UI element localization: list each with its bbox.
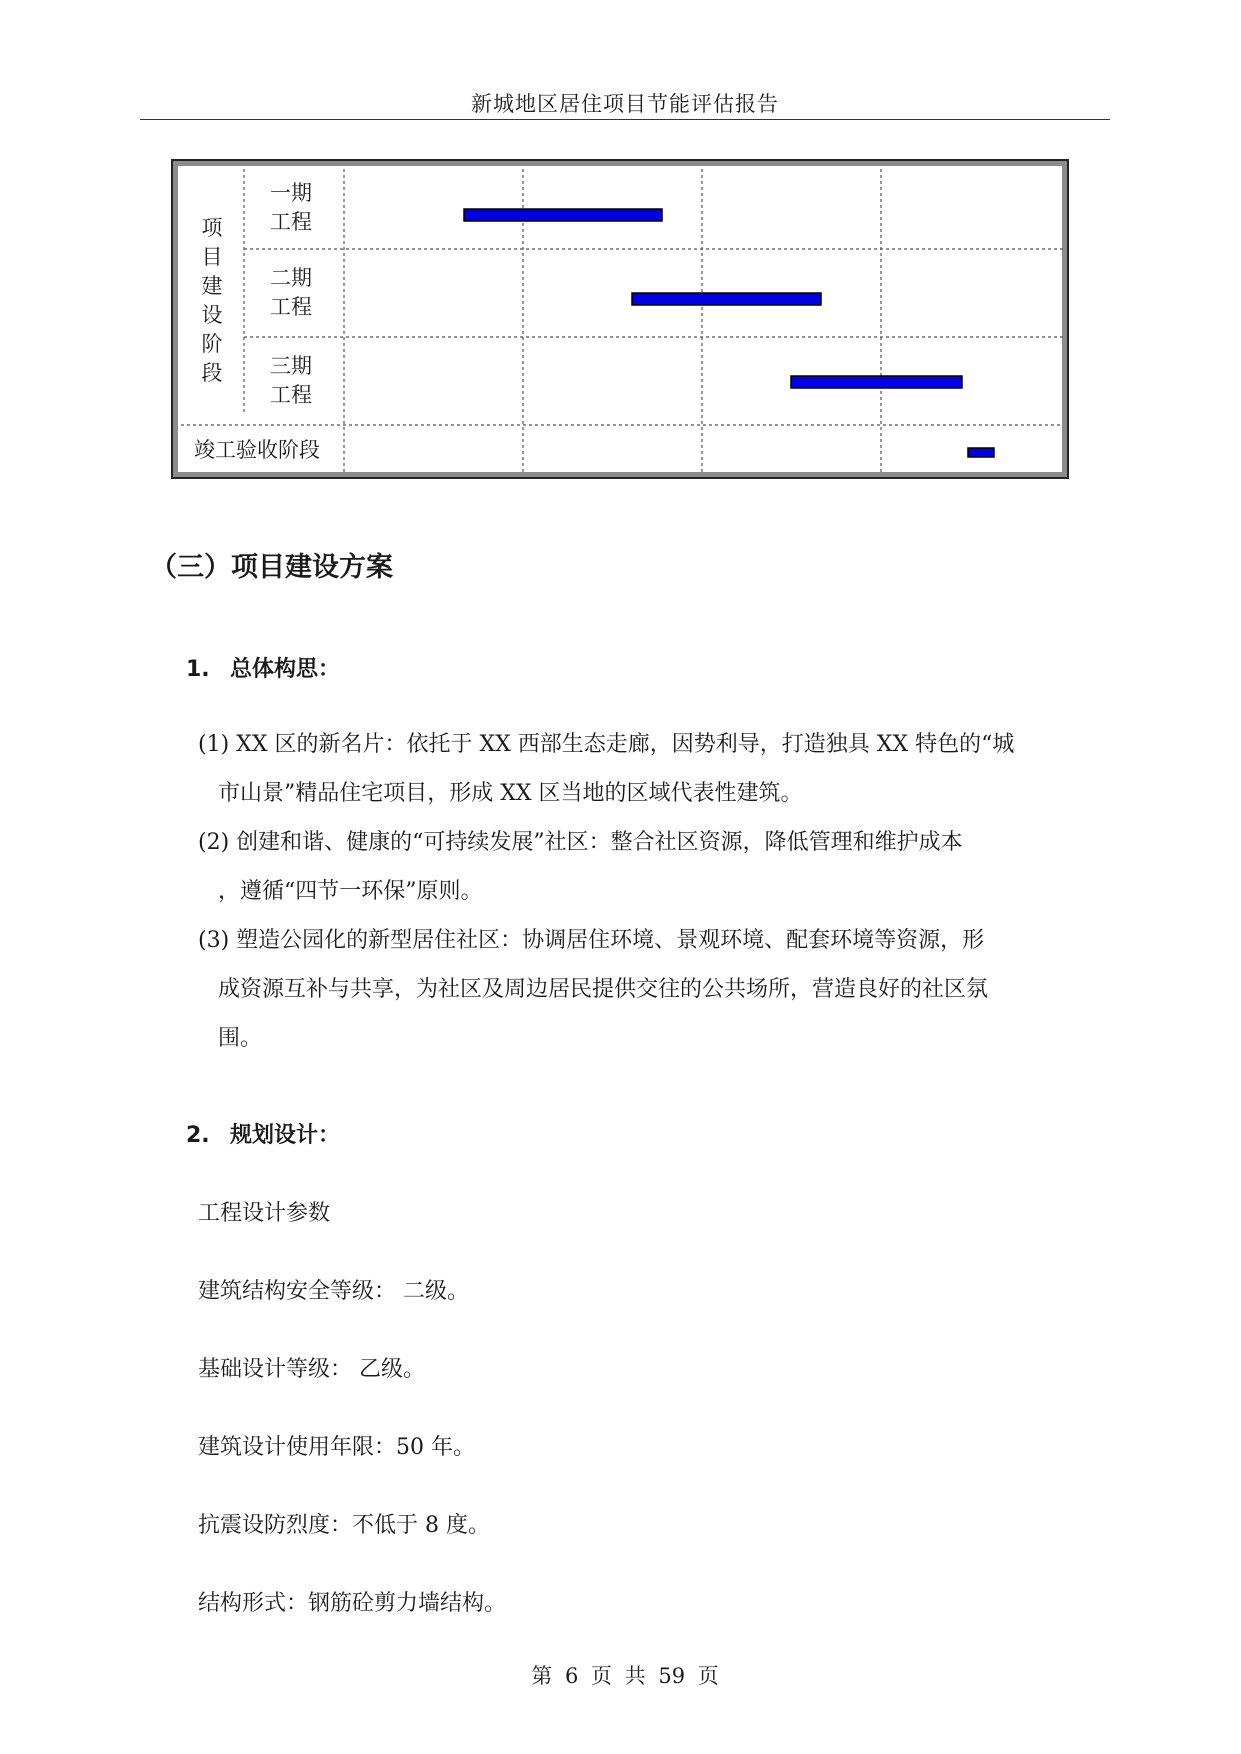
page-header-title: 新城地区居住项目节能评估报告 — [471, 92, 779, 116]
subsection-number: 1. — [186, 657, 210, 682]
concept-item-1 — [198, 720, 1112, 818]
param-foundation-design-grade: 基础设计等级： 乙级。 — [198, 1357, 425, 1382]
gantt-bar-phase-2 — [632, 293, 821, 305]
param-structure-form: 结构形式：钢筋砼剪力墙结构。 — [198, 1591, 507, 1616]
concept-item-2 — [198, 818, 1112, 916]
subsection-number: 2. — [186, 1123, 210, 1148]
paragraph-line: (2) 创建和谐、健康的“可持续发展”社区：整合社区资源，降低管理和维护成本 — [198, 830, 963, 855]
paragraph-line: 市山景”精品住宅项目，形成 XX 区当地的区域代表性建筑。 — [218, 781, 803, 806]
row-label-phase-2 — [270, 264, 312, 322]
row-label-acceptance: 竣工验收阶段 — [194, 438, 320, 462]
design-params-heading: 工程设计参数 — [198, 1201, 331, 1226]
paragraph-line: (1) XX 区的新名片：依托于 XX 西部生态走廊，因势利导，打造独具 XX 特色的“城 — [198, 732, 1015, 757]
concept-item-3 — [198, 916, 1112, 1063]
phase-group-label: 项目建设阶段 — [201, 216, 223, 385]
subsection-title: 总体构思： — [230, 657, 341, 682]
paragraph-line: (3) 塑造公园化的新型居住社区：协调居住环境、景观环境、配套环境等资源，形 — [198, 928, 985, 953]
row-label-line: 工程 — [270, 295, 312, 319]
row-label-line: 二期 — [270, 266, 312, 290]
gantt-bar-phase-3 — [791, 376, 962, 388]
row-label-line: 工程 — [270, 383, 312, 407]
row-label-phase-3 — [270, 352, 312, 410]
section-heading: （三）项目建设方案 — [150, 552, 393, 583]
paragraph-line: 围。 — [218, 1026, 263, 1051]
param-design-service-life: 建筑设计使用年限：50 年。 — [198, 1435, 475, 1460]
gantt-bar-acceptance — [968, 448, 994, 457]
paragraph-line: ，遵循“四节一环保”原则。 — [218, 879, 483, 904]
gantt-bar-phase-1 — [464, 209, 662, 221]
header-rule — [140, 119, 1110, 120]
param-structure-safety-grade: 建筑结构安全等级： 二级。 — [198, 1279, 469, 1304]
row-label-line: 三期 — [270, 354, 312, 378]
row-label-phase-1 — [270, 179, 312, 237]
gantt-schedule-table — [171, 159, 1069, 479]
param-seismic-intensity: 抗震设防烈度：不低于 8 度。 — [198, 1513, 490, 1538]
row-label-line: 工程 — [270, 210, 312, 234]
page-footer: 第 6 页 共 59 页 — [531, 1664, 719, 1688]
subsection-2-heading — [186, 1118, 340, 1149]
subsection-1-heading — [186, 652, 340, 683]
subsection-title: 规划设计： — [230, 1123, 341, 1148]
row-label-line: 一期 — [270, 181, 312, 205]
paragraph-line: 成资源互补与共享，为社区及周边居民提供交往的公共场所，营造良好的社区氛 — [218, 977, 989, 1002]
